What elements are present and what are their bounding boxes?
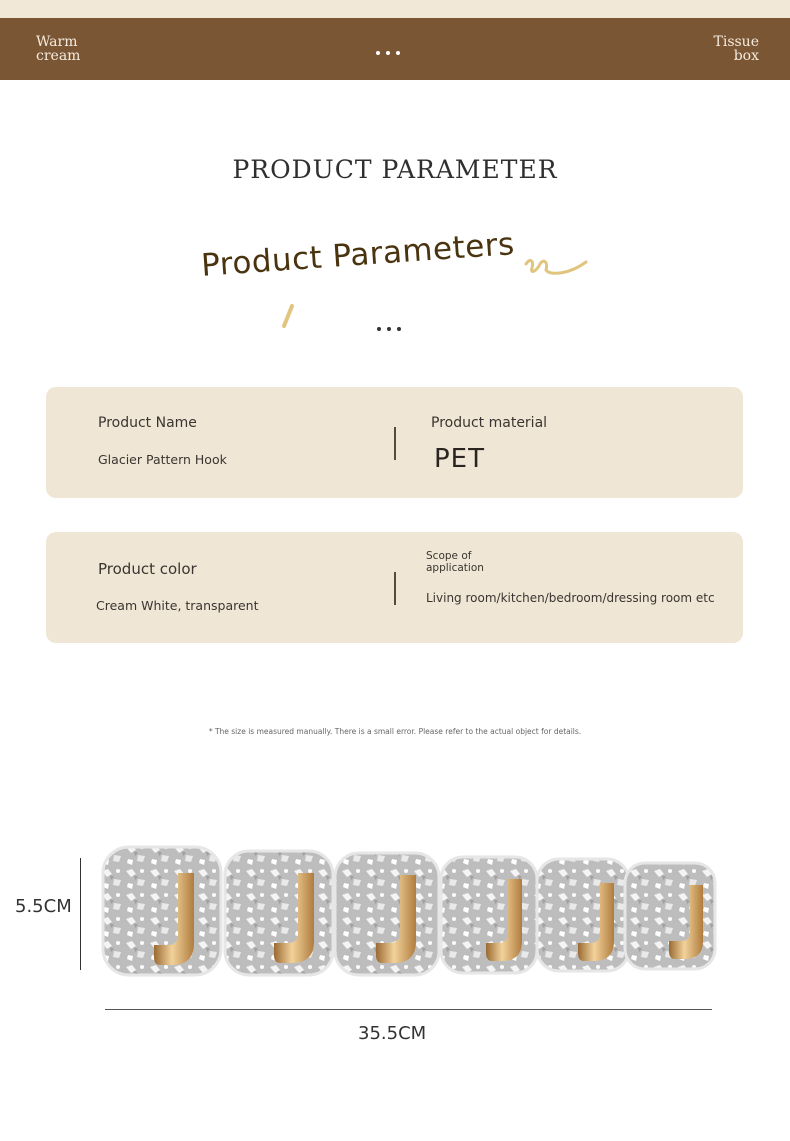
header-banner — [0, 18, 790, 80]
banner-left-line1: Warm — [36, 34, 78, 50]
banner-right-text — [714, 35, 760, 63]
script-title: Product Parameters — [200, 226, 516, 284]
banner-left-text — [36, 35, 80, 63]
width-dimension-label: 35.5CM — [358, 1023, 427, 1044]
banner-right-line2: box — [733, 48, 759, 64]
param-card-2 — [46, 532, 743, 643]
product-material-label: Product material — [431, 415, 548, 431]
banner-dots — [373, 44, 413, 50]
measurement-note: * The size is measured manually. There is a small error. Please refer to the actual object for details. — [208, 727, 582, 736]
hook-tile-2 — [225, 851, 333, 975]
scope-label-line1: Scope of — [426, 550, 472, 562]
hook-tile-3 — [335, 853, 439, 975]
hook-tile-4 — [441, 857, 537, 973]
banner-right-line1: Tissue — [713, 34, 759, 50]
width-dimension-line — [105, 1009, 712, 1010]
product-color-label: Product color — [98, 560, 197, 578]
height-dimension-label: 5.5CM — [15, 896, 72, 917]
hook-tile-5 — [537, 859, 629, 971]
product-name-value: Glacier Pattern Hook — [98, 452, 227, 467]
scope-value: Living room/kitchen/bedroom/dressing room etc — [426, 591, 715, 605]
product-name-label: Product Name — [98, 415, 197, 431]
card-divider — [394, 572, 396, 605]
banner-left-line2: cream — [36, 48, 81, 64]
card-divider — [394, 427, 396, 460]
top-strip — [0, 0, 790, 18]
scope-label — [426, 550, 484, 574]
scope-label-line2: application — [426, 562, 484, 574]
param-card-1 — [46, 387, 743, 498]
swirl-decoration — [520, 250, 590, 282]
height-dimension-line — [80, 858, 81, 970]
dash-decoration — [280, 304, 296, 328]
product-material-value: PET — [434, 444, 485, 474]
product-image — [100, 843, 720, 983]
section-title: PRODUCT PARAMETER — [232, 155, 558, 184]
hook-tile-6 — [625, 863, 715, 969]
product-color-value: Cream White, transparent — [96, 598, 259, 613]
hook-tile-1 — [103, 847, 221, 975]
heading-dots — [374, 316, 414, 322]
